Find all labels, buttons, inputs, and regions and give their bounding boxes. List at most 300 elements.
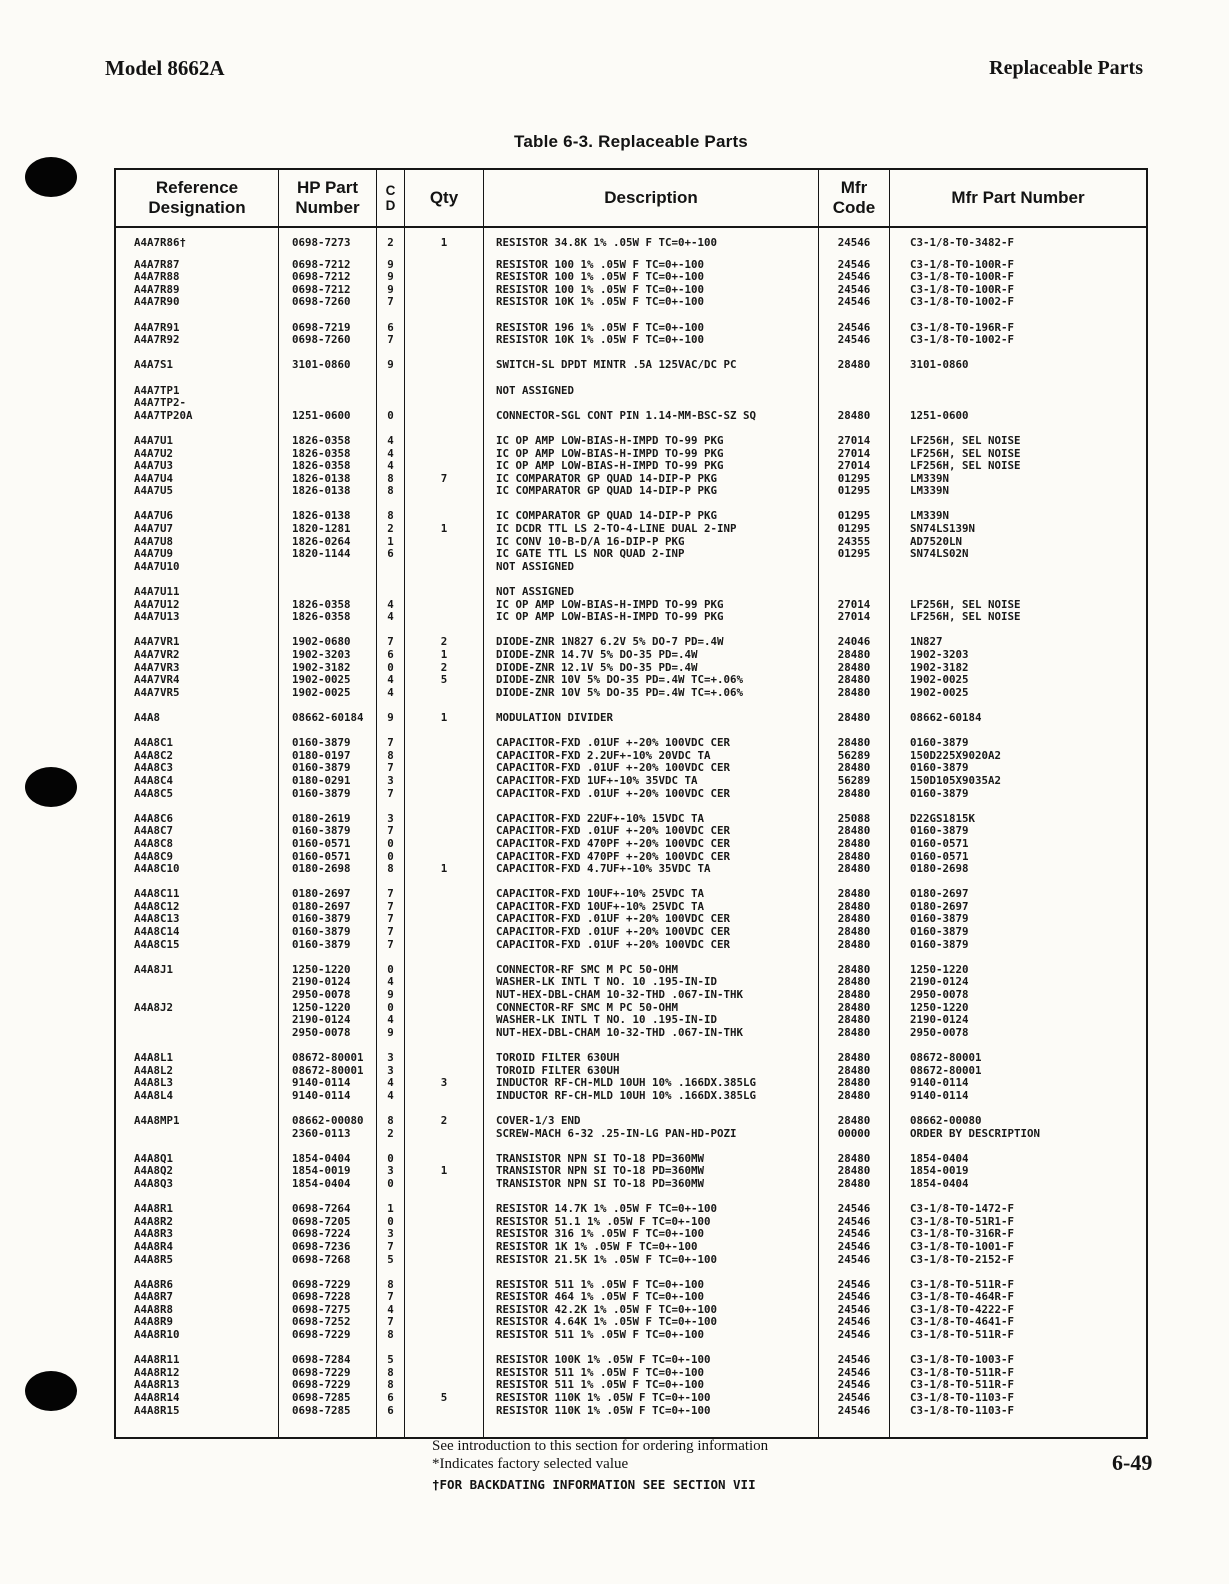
group-spacer bbox=[115, 951, 1147, 964]
cell-reference-designation: A4A8C15 bbox=[134, 937, 180, 951]
cell-reference-designation: A4A8Q3 bbox=[134, 1176, 174, 1190]
cell-reference-designation: A4A8L4 bbox=[134, 1088, 174, 1102]
cell-hp-part-number: 08662-60184 bbox=[279, 712, 377, 725]
cell-qty bbox=[405, 1216, 484, 1229]
table-row bbox=[115, 296, 1147, 309]
cell-mfr-code: 28480 bbox=[819, 939, 890, 952]
cell-description: RESISTOR 34.8K 1% .05W F TC=0+-100 bbox=[484, 227, 819, 259]
cell-hp-part-number: 1820-1281 bbox=[279, 523, 377, 536]
cell-hp-part-number: 1826-0138 bbox=[279, 473, 377, 486]
cell-qty bbox=[405, 888, 484, 901]
cell-mfr-part-number: C3-1/8-T0-1103-F bbox=[890, 1405, 1148, 1439]
cell-mfr-part-number: 0180-2697 bbox=[890, 888, 1148, 901]
table-row bbox=[115, 523, 1147, 536]
spacer-cell bbox=[819, 372, 890, 385]
cell-hp-part-number: 0160-3879 bbox=[279, 939, 377, 952]
cell-hp-part-number: 9140-0114 bbox=[279, 1090, 377, 1103]
footnote-ordering-info: See introduction to this section for ordering information bbox=[432, 1438, 769, 1454]
cell-reference-designation: A4A7VR3 bbox=[134, 660, 180, 674]
cell-qty: 1 bbox=[405, 227, 484, 259]
cell-hp-part-number: 1826-0358 bbox=[279, 599, 377, 612]
cell-hp-part-number: 0698-7219 bbox=[279, 322, 377, 335]
cell-mfr-part-number: 0160-3879 bbox=[890, 926, 1148, 939]
cell-mfr-code: 28480 bbox=[819, 976, 890, 989]
cell-qty bbox=[405, 1090, 484, 1103]
spacer-cell bbox=[484, 1140, 819, 1153]
table-row bbox=[115, 1090, 1147, 1103]
cell-check-digit: 7 bbox=[377, 1241, 405, 1254]
cell-hp-part-number bbox=[279, 397, 377, 410]
cell-check-digit: 9 bbox=[377, 271, 405, 284]
cell-check-digit: 4 bbox=[377, 674, 405, 687]
cell-hp-part-number: 0698-7212 bbox=[279, 259, 377, 272]
cell-mfr-code: 28480 bbox=[819, 1178, 890, 1191]
cell-check-digit: 5 bbox=[377, 1254, 405, 1267]
cell-description: RESISTOR 110K 1% .05W F TC=0+-100 bbox=[484, 1392, 819, 1405]
cell-mfr-part-number: 0160-0571 bbox=[890, 838, 1148, 851]
cell-description: DIODE-ZNR 1N827 6.2V 5% DO-7 PD=.4W bbox=[484, 636, 819, 649]
cell-mfr-part-number: 08662-60184 bbox=[890, 712, 1148, 725]
cell-mfr-code: 56289 bbox=[819, 750, 890, 763]
cell-mfr-code: 01295 bbox=[819, 485, 890, 498]
cell-reference-designation: A4A7TP20A bbox=[134, 408, 193, 422]
cell-reference-designation: A4A8R12 bbox=[134, 1365, 180, 1379]
table-row bbox=[115, 385, 1147, 398]
cell-reference-designation: A4A8C14 bbox=[134, 925, 180, 939]
cell-qty bbox=[405, 259, 484, 272]
cell-description: WASHER-LK INTL T NO. 10 .195-IN-ID bbox=[484, 976, 819, 989]
cell-qty bbox=[405, 284, 484, 297]
cell-mfr-code: 24546 bbox=[819, 1279, 890, 1292]
cell-hp-part-number: 1902-0680 bbox=[279, 636, 377, 649]
cell-mfr-part-number: 1251-0600 bbox=[890, 410, 1148, 423]
cell-check-digit: 9 bbox=[377, 359, 405, 372]
cell-description: RESISTOR 196 1% .05W F TC=0+-100 bbox=[484, 322, 819, 335]
table-row bbox=[115, 649, 1147, 662]
cell-qty bbox=[405, 913, 484, 926]
table-row bbox=[115, 397, 1147, 410]
cell-mfr-code: 28480 bbox=[819, 851, 890, 864]
table-row bbox=[115, 1115, 1147, 1128]
cell-hp-part-number: 1854-0404 bbox=[279, 1178, 377, 1191]
cell-check-digit: 8 bbox=[377, 1115, 405, 1128]
cell-reference-designation: A4A7TP2- bbox=[134, 396, 187, 410]
cell-mfr-code: 24546 bbox=[819, 334, 890, 347]
cell-description: CAPACITOR-FXD 4.7UF+-10% 35VDC TA bbox=[484, 863, 819, 876]
cell-description: RESISTOR 464 1% .05W F TC=0+-100 bbox=[484, 1291, 819, 1304]
cell-qty bbox=[405, 1329, 484, 1342]
cell-reference-designation: A4A7U10 bbox=[134, 559, 180, 573]
cell-mfr-code: 28480 bbox=[819, 674, 890, 687]
cell-qty bbox=[405, 1203, 484, 1216]
cell-qty bbox=[405, 435, 484, 448]
cell-mfr-part-number: LF256H, SEL NOISE bbox=[890, 435, 1148, 448]
cell-reference-designation: A4A8L2 bbox=[134, 1063, 174, 1077]
col-header-line: Reference bbox=[155, 178, 239, 197]
cell-reference-designation: A4A7R87 bbox=[134, 257, 180, 271]
cell-reference-designation: A4A8C10 bbox=[134, 862, 180, 876]
col-header-line: Designation bbox=[148, 198, 246, 217]
cell-check-digit: 4 bbox=[377, 611, 405, 624]
cell-qty: 5 bbox=[405, 1392, 484, 1405]
cell-hp-part-number: 0698-7252 bbox=[279, 1316, 377, 1329]
cell-mfr-code: 28480 bbox=[819, 762, 890, 775]
cell-qty bbox=[405, 1405, 484, 1439]
spacer-cell bbox=[484, 309, 819, 322]
cell-check-digit: 7 bbox=[377, 1316, 405, 1329]
cell-mfr-code bbox=[819, 586, 890, 599]
cell-reference-designation: A4A8MP1 bbox=[134, 1113, 180, 1127]
spacer-cell bbox=[279, 309, 377, 322]
cell-hp-part-number: 0180-2698 bbox=[279, 863, 377, 876]
cell-reference-designation: A4A8 bbox=[134, 710, 161, 724]
table-row bbox=[115, 674, 1147, 687]
cell-description: TRANSISTOR NPN SI TO-18 PD=360MW bbox=[484, 1178, 819, 1191]
cell-mfr-part-number: LF256H, SEL NOISE bbox=[890, 599, 1148, 612]
cell-mfr-part-number: 9140-0114 bbox=[890, 1077, 1148, 1090]
cell-mfr-code: 24546 bbox=[819, 322, 890, 335]
cell-qty: 1 bbox=[405, 712, 484, 725]
spacer-cell bbox=[890, 800, 1148, 813]
cell-check-digit: 7 bbox=[377, 888, 405, 901]
cell-check-digit: 7 bbox=[377, 762, 405, 775]
cell-qty: 1 bbox=[405, 649, 484, 662]
table-row bbox=[115, 1178, 1147, 1191]
cell-check-digit: 7 bbox=[377, 913, 405, 926]
cell-hp-part-number: 0698-7224 bbox=[279, 1228, 377, 1241]
cell-description: RESISTOR 42.2K 1% .05W F TC=0+-100 bbox=[484, 1304, 819, 1317]
cell-check-digit: 4 bbox=[377, 1014, 405, 1027]
cell-reference-designation: A4A7U12 bbox=[134, 597, 180, 611]
spacer-cell bbox=[890, 1266, 1148, 1279]
cell-mfr-code: 28480 bbox=[819, 825, 890, 838]
cell-hp-part-number: 3101-0860 bbox=[279, 359, 377, 372]
cell-mfr-part-number: LF256H, SEL NOISE bbox=[890, 460, 1148, 473]
cell-hp-part-number: 1902-0025 bbox=[279, 674, 377, 687]
cell-mfr-code: 27014 bbox=[819, 599, 890, 612]
cell-qty: 7 bbox=[405, 473, 484, 486]
cell-mfr-part-number: 9140-0114 bbox=[890, 1090, 1148, 1103]
cell-check-digit: 3 bbox=[377, 775, 405, 788]
cell-mfr-code: 28480 bbox=[819, 737, 890, 750]
cell-check-digit: 8 bbox=[377, 1329, 405, 1342]
cell-mfr-part-number: 08672-80001 bbox=[890, 1065, 1148, 1078]
spacer-cell bbox=[279, 1266, 377, 1279]
cell-qty bbox=[405, 1304, 484, 1317]
cell-reference-designation: A4A8C6 bbox=[134, 811, 174, 825]
cell-check-digit: 4 bbox=[377, 448, 405, 461]
cell-check-digit: 3 bbox=[377, 813, 405, 826]
spacer-cell bbox=[405, 951, 484, 964]
cell-hp-part-number: 9140-0114 bbox=[279, 1077, 377, 1090]
cell-mfr-part-number: C3-1/8-T0-196R-F bbox=[890, 322, 1148, 335]
cell-qty bbox=[405, 775, 484, 788]
col-header-qty bbox=[405, 169, 484, 227]
cell-mfr-part-number: 1902-3182 bbox=[890, 662, 1148, 675]
table-row bbox=[115, 1291, 1147, 1304]
spacer-cell bbox=[890, 309, 1148, 322]
cell-qty bbox=[405, 359, 484, 372]
cell-qty bbox=[405, 448, 484, 461]
cell-mfr-code: 27014 bbox=[819, 435, 890, 448]
cell-reference-designation: A4A7U8 bbox=[134, 534, 174, 548]
cell-description: RESISTOR 10K 1% .05W F TC=0+-100 bbox=[484, 296, 819, 309]
cell-mfr-part-number: C3-1/8-T0-511R-F bbox=[890, 1329, 1148, 1342]
cell-mfr-code bbox=[819, 385, 890, 398]
cell-description: TRANSISTOR NPN SI TO-18 PD=360MW bbox=[484, 1153, 819, 1166]
cell-check-digit: 9 bbox=[377, 712, 405, 725]
col-header-line: Code bbox=[832, 198, 876, 217]
spacer-cell bbox=[405, 1191, 484, 1204]
cell-mfr-code: 24355 bbox=[819, 536, 890, 549]
cell-mfr-part-number: 1250-1220 bbox=[890, 1002, 1148, 1015]
cell-mfr-code: 01295 bbox=[819, 548, 890, 561]
cell-check-digit: 6 bbox=[377, 1405, 405, 1439]
cell-qty bbox=[405, 385, 484, 398]
spacer-cell bbox=[405, 1266, 484, 1279]
cell-hp-part-number: 0698-7236 bbox=[279, 1241, 377, 1254]
cell-reference-designation bbox=[115, 989, 279, 1002]
cell-reference-designation: A4A7U2 bbox=[134, 446, 174, 460]
parts-table-body bbox=[115, 227, 1147, 1438]
cell-mfr-code: 24546 bbox=[819, 296, 890, 309]
cell-description: CAPACITOR-FXD .01UF +-20% 100VDC CER bbox=[484, 737, 819, 750]
cell-mfr-code: 24546 bbox=[819, 284, 890, 297]
cell-qty bbox=[405, 1128, 484, 1141]
cell-description: CAPACITOR-FXD 470PF +-20% 100VDC CER bbox=[484, 851, 819, 864]
cell-mfr-code: 28480 bbox=[819, 712, 890, 725]
table-row bbox=[115, 1128, 1147, 1141]
cell-mfr-part-number: 0180-2697 bbox=[890, 901, 1148, 914]
cell-mfr-part-number: C3-1/8-T0-2152-F bbox=[890, 1254, 1148, 1267]
cell-reference-designation: A4A8R1 bbox=[134, 1202, 174, 1216]
cell-mfr-code: 24546 bbox=[819, 1304, 890, 1317]
col-header-line: C bbox=[385, 183, 396, 198]
cell-mfr-part-number: 2190-0124 bbox=[890, 976, 1148, 989]
cell-hp-part-number: 0180-0197 bbox=[279, 750, 377, 763]
cell-mfr-code: 28480 bbox=[819, 1027, 890, 1040]
cell-mfr-part-number: C3-1/8-T0-316R-F bbox=[890, 1228, 1148, 1241]
cell-hp-part-number: 1902-3203 bbox=[279, 649, 377, 662]
cell-qty: 2 bbox=[405, 636, 484, 649]
cell-reference-designation: A4A8R15 bbox=[134, 1403, 180, 1417]
spacer-cell bbox=[405, 372, 484, 385]
col-header-line: D bbox=[385, 198, 396, 213]
cell-mfr-code: 28480 bbox=[819, 926, 890, 939]
cell-mfr-part-number: 2950-0078 bbox=[890, 989, 1148, 1002]
cell-check-digit: 4 bbox=[377, 435, 405, 448]
cell-hp-part-number: 0698-7264 bbox=[279, 1203, 377, 1216]
cell-check-digit: 3 bbox=[377, 1165, 405, 1178]
cell-qty bbox=[405, 762, 484, 775]
cell-qty bbox=[405, 1354, 484, 1367]
cell-qty bbox=[405, 397, 484, 410]
cell-mfr-part-number: 1854-0019 bbox=[890, 1165, 1148, 1178]
cell-description: IC OP AMP LOW-BIAS-H-IMPD TO-99 PKG bbox=[484, 611, 819, 624]
spacer-cell bbox=[405, 1140, 484, 1153]
cell-reference-designation: A4A7U1 bbox=[134, 433, 174, 447]
cell-mfr-code bbox=[819, 397, 890, 410]
group-spacer bbox=[115, 800, 1147, 813]
cell-mfr-code: 25088 bbox=[819, 813, 890, 826]
cell-mfr-part-number: LM339N bbox=[890, 485, 1148, 498]
cell-check-digit: 1 bbox=[377, 536, 405, 549]
table-row bbox=[115, 435, 1147, 448]
cell-description: NOT ASSIGNED bbox=[484, 561, 819, 574]
cell-mfr-code: 24546 bbox=[819, 227, 890, 259]
cell-description: RESISTOR 511 1% .05W F TC=0+-100 bbox=[484, 1329, 819, 1342]
cell-qty bbox=[405, 1367, 484, 1380]
cell-qty bbox=[405, 964, 484, 977]
cell-hp-part-number: 0698-7229 bbox=[279, 1379, 377, 1392]
cell-mfr-part-number: C3-1/8-T0-1103-F bbox=[890, 1392, 1148, 1405]
cell-description: IC OP AMP LOW-BIAS-H-IMPD TO-99 PKG bbox=[484, 448, 819, 461]
table-row bbox=[115, 485, 1147, 498]
cell-reference-designation: A4A7VR5 bbox=[134, 685, 180, 699]
cell-description: INDUCTOR RF-CH-MLD 10UH 10% .166DX.385LG bbox=[484, 1077, 819, 1090]
group-spacer bbox=[115, 1039, 1147, 1052]
cell-hp-part-number: 2360-0113 bbox=[279, 1128, 377, 1141]
spacer-cell bbox=[279, 951, 377, 964]
cell-description: IC DCDR TTL LS 2-TO-4-LINE DUAL 2-INP bbox=[484, 523, 819, 536]
cell-hp-part-number: 2190-0124 bbox=[279, 976, 377, 989]
cell-mfr-code: 24546 bbox=[819, 1241, 890, 1254]
cell-hp-part-number: 0160-0571 bbox=[279, 851, 377, 864]
cell-reference-designation: A4A8C7 bbox=[134, 824, 174, 838]
cell-hp-part-number: 0698-7284 bbox=[279, 1354, 377, 1367]
spacer-cell bbox=[405, 1342, 484, 1355]
table-row bbox=[115, 410, 1147, 423]
cell-check-digit: 6 bbox=[377, 649, 405, 662]
cell-description: RESISTOR 511 1% .05W F TC=0+-100 bbox=[484, 1367, 819, 1380]
cell-hp-part-number: 0698-7275 bbox=[279, 1304, 377, 1317]
spacer-cell bbox=[890, 573, 1148, 586]
cell-reference-designation: A4A7VR2 bbox=[134, 648, 180, 661]
table-row bbox=[115, 1027, 1147, 1040]
cell-mfr-part-number: C3-1/8-T0-1001-F bbox=[890, 1241, 1148, 1254]
cell-reference-designation: A4A7R88 bbox=[134, 270, 180, 284]
cell-description: CAPACITOR-FXD .01UF +-20% 100VDC CER bbox=[484, 788, 819, 801]
cell-description: RESISTOR 100 1% .05W F TC=0+-100 bbox=[484, 259, 819, 272]
spacer-cell bbox=[405, 573, 484, 586]
cell-description: IC COMPARATOR GP QUAD 14-DIP-P PKG bbox=[484, 473, 819, 486]
cell-mfr-part-number: 0160-3879 bbox=[890, 737, 1148, 750]
cell-check-digit: 9 bbox=[377, 284, 405, 297]
cell-mfr-part-number: SN74LS02N bbox=[890, 548, 1148, 561]
cell-mfr-code: 28480 bbox=[819, 888, 890, 901]
spacer-cell bbox=[377, 1266, 405, 1279]
cell-reference-designation: A4A7U9 bbox=[134, 547, 174, 561]
table-row bbox=[115, 548, 1147, 561]
cell-hp-part-number: 0698-7268 bbox=[279, 1254, 377, 1267]
cell-mfr-code: 01295 bbox=[819, 473, 890, 486]
table-header bbox=[115, 169, 1147, 227]
cell-qty bbox=[405, 788, 484, 801]
cell-hp-part-number: 0698-7229 bbox=[279, 1329, 377, 1342]
cell-hp-part-number: 1826-0358 bbox=[279, 611, 377, 624]
cell-mfr-part-number: C3-1/8-T0-464R-F bbox=[890, 1291, 1148, 1304]
cell-reference-designation: A4A8L3 bbox=[134, 1076, 174, 1090]
cell-mfr-part-number: 3101-0860 bbox=[890, 359, 1148, 372]
cell-reference-designation: A4A8R7 bbox=[134, 1290, 174, 1304]
cell-qty bbox=[405, 1014, 484, 1027]
table-row bbox=[115, 712, 1147, 725]
cell-qty bbox=[405, 586, 484, 599]
cell-check-digit: 4 bbox=[377, 599, 405, 612]
group-spacer bbox=[115, 1140, 1147, 1153]
cell-mfr-part-number bbox=[890, 586, 1148, 599]
cell-qty bbox=[405, 485, 484, 498]
cell-reference-designation: A4A7TP1 bbox=[134, 383, 180, 397]
cell-reference-designation: A4A7R91 bbox=[134, 320, 180, 334]
cell-reference-designation: A4A8Q2 bbox=[134, 1164, 174, 1178]
spacer-cell bbox=[405, 347, 484, 360]
cell-description: NOT ASSIGNED bbox=[484, 586, 819, 599]
cell-check-digit: 1 bbox=[377, 1203, 405, 1216]
cell-qty bbox=[405, 939, 484, 952]
cell-mfr-code: 28480 bbox=[819, 1014, 890, 1027]
cell-check-digit: 2 bbox=[377, 523, 405, 536]
cell-mfr-part-number: 1250-1220 bbox=[890, 964, 1148, 977]
cell-mfr-code: 28480 bbox=[819, 1065, 890, 1078]
cell-mfr-part-number: 08672-80001 bbox=[890, 1052, 1148, 1065]
spacer-cell bbox=[279, 573, 377, 586]
section-title: Replaceable Parts bbox=[989, 57, 1143, 79]
cell-description: RESISTOR 110K 1% .05W F TC=0+-100 bbox=[484, 1405, 819, 1439]
cell-description: TRANSISTOR NPN SI TO-18 PD=360MW bbox=[484, 1165, 819, 1178]
cell-hp-part-number: 0160-3879 bbox=[279, 788, 377, 801]
footnote-backdating: †FOR BACKDATING INFORMATION SEE SECTION VII bbox=[432, 1477, 756, 1492]
cell-check-digit: 7 bbox=[377, 825, 405, 838]
cell-check-digit: 7 bbox=[377, 901, 405, 914]
cell-qty bbox=[405, 926, 484, 939]
cell-mfr-part-number: 0160-3879 bbox=[890, 939, 1148, 952]
spacer-cell bbox=[377, 1140, 405, 1153]
cell-check-digit: 6 bbox=[377, 1392, 405, 1405]
cell-mfr-part-number: LF256H, SEL NOISE bbox=[890, 448, 1148, 461]
col-header-mfr-part-number bbox=[890, 169, 1148, 227]
cell-mfr-part-number: C3-1/8-T0-1002-F bbox=[890, 334, 1148, 347]
cell-mfr-part-number: C3-1/8-T0-511R-F bbox=[890, 1379, 1148, 1392]
cell-hp-part-number: 08662-00080 bbox=[279, 1115, 377, 1128]
spacer-cell bbox=[279, 1140, 377, 1153]
page-number: 6-49 bbox=[1112, 1450, 1153, 1475]
table-row bbox=[115, 1241, 1147, 1254]
table-row bbox=[115, 775, 1147, 788]
spacer-cell bbox=[377, 800, 405, 813]
cell-reference-designation: A4A8R5 bbox=[134, 1252, 174, 1266]
cell-check-digit: 7 bbox=[377, 939, 405, 952]
table-row bbox=[115, 586, 1147, 599]
cell-mfr-part-number: 150D105X9035A2 bbox=[890, 775, 1148, 788]
cell-description: SCREW-MACH 6-32 .25-IN-LG PAN-HD-POZI bbox=[484, 1128, 819, 1141]
cell-reference-designation: A4A7S1 bbox=[134, 358, 174, 372]
group-spacer bbox=[115, 1102, 1147, 1115]
cell-check-digit: 7 bbox=[377, 636, 405, 649]
cell-reference-designation: A4A8R10 bbox=[134, 1328, 180, 1342]
cell-reference-designation: A4A8R9 bbox=[134, 1315, 174, 1329]
cell-description: CAPACITOR-FXD 22UF+-10% 15VDC TA bbox=[484, 813, 819, 826]
cell-check-digit: 4 bbox=[377, 976, 405, 989]
cell-check-digit: 8 bbox=[377, 1379, 405, 1392]
cell-mfr-part-number: 1854-0404 bbox=[890, 1178, 1148, 1191]
footnotes bbox=[432, 1437, 768, 1494]
cell-qty bbox=[405, 536, 484, 549]
spacer-cell bbox=[484, 1266, 819, 1279]
cell-check-digit: 0 bbox=[377, 1178, 405, 1191]
cell-check-digit: 4 bbox=[377, 1090, 405, 1103]
spacer-cell bbox=[405, 800, 484, 813]
